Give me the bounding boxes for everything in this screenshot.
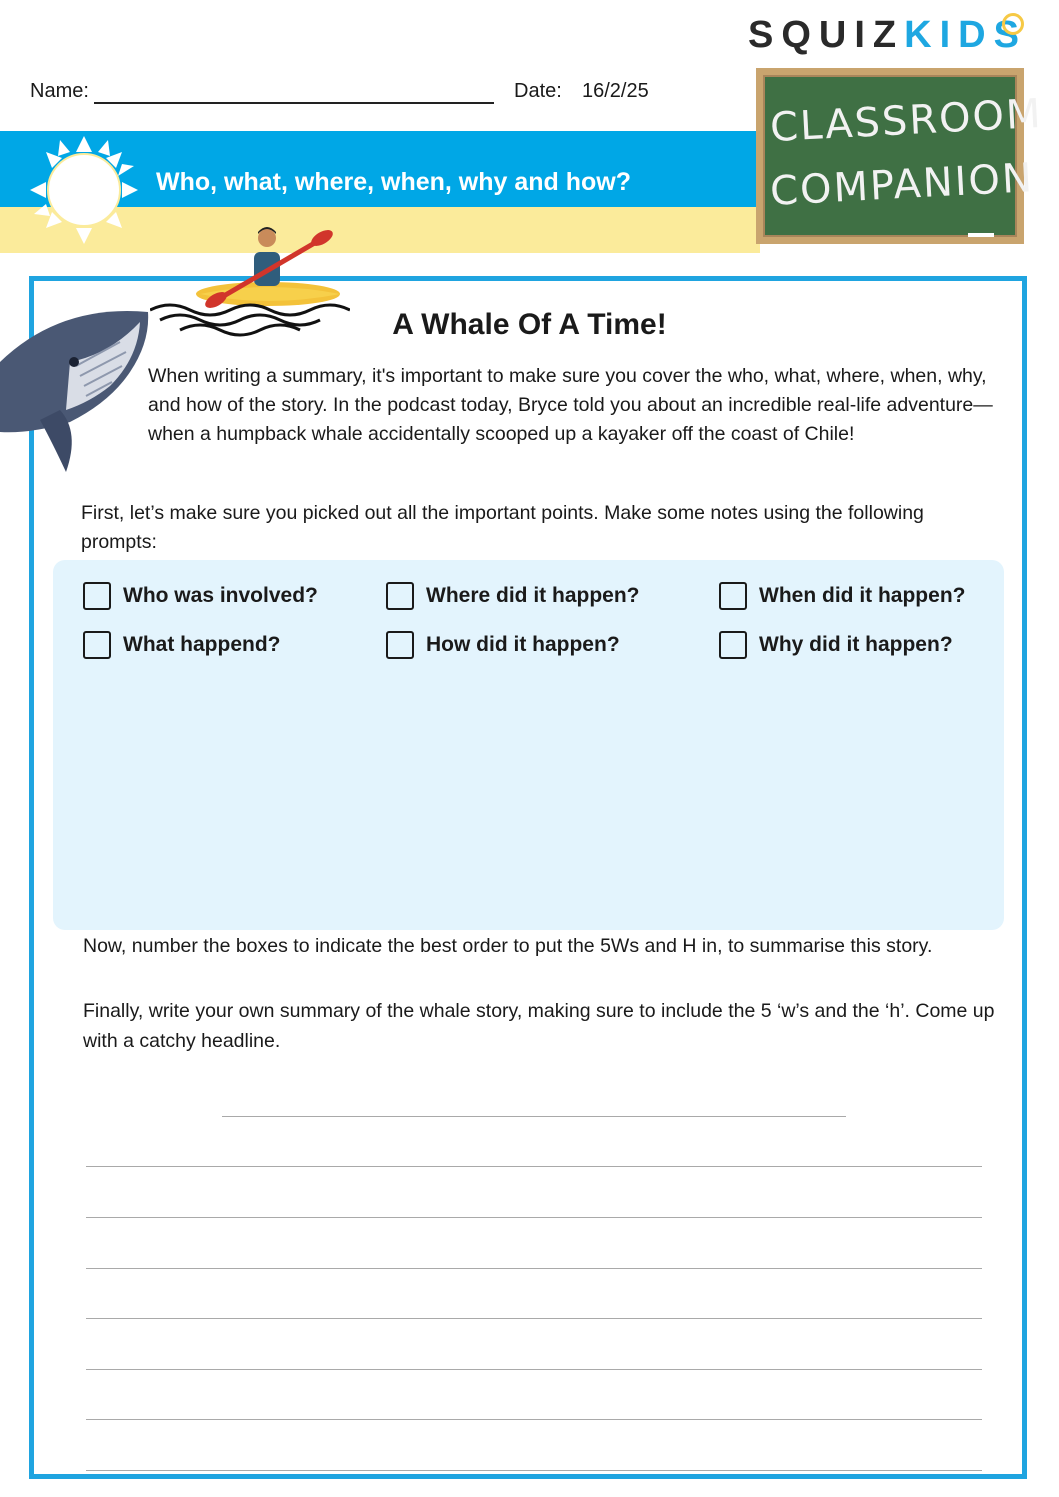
prompt-label: Where did it happen? xyxy=(426,584,640,607)
summary-writing-line[interactable] xyxy=(86,1268,982,1269)
squizkids-logo xyxy=(748,14,1027,57)
prompt-where xyxy=(386,580,640,612)
date-value: 16/2/25 xyxy=(582,80,649,102)
order-checkbox-where[interactable] xyxy=(386,582,414,610)
intro-paragraph: When writing a summary, it's important to make sure you cover the who, what, where, when, why, and how of the story. In the podcast today, Bryce told you about an incredible real-life adventure—when a humpback whale accidentally scooped up a kayaker off the coast of Chile! xyxy=(148,365,993,445)
summary-writing-line[interactable] xyxy=(86,1369,982,1370)
prompt-why xyxy=(719,629,953,661)
sun-icon xyxy=(26,132,142,248)
order-checkbox-when[interactable] xyxy=(719,582,747,610)
name-label: Name: xyxy=(30,80,89,102)
prompt-what xyxy=(83,629,280,661)
prompt-label: Why did it happen? xyxy=(759,633,953,656)
prompt-label: Who was involved? xyxy=(123,584,318,607)
instruction-summary: Finally, write your own summary of the whale story, making sure to include the 5 ‘w’s and the ‘h’. Come up with a catchy headline. xyxy=(83,1000,995,1052)
order-checkbox-what[interactable] xyxy=(83,631,111,659)
prompt-label: What happend? xyxy=(123,633,281,656)
instruction-order: Now, number the boxes to indicate the best order to put the 5Ws and H in, to summarise this story. xyxy=(83,935,933,957)
summary-writing-line[interactable] xyxy=(86,1166,982,1167)
prompt-how xyxy=(386,629,620,661)
summary-writing-line[interactable] xyxy=(86,1217,982,1218)
order-checkbox-why[interactable] xyxy=(719,631,747,659)
chalk-piece xyxy=(968,233,994,237)
instruction-notes: First, let’s make sure you picked out all the important points. Make some notes using the following prompts: xyxy=(81,502,924,553)
prompt-label: How did it happen? xyxy=(426,633,620,656)
chalkboard-text-line1: CLASSROOM xyxy=(768,90,1044,152)
worksheet-title-text: A Whale Of A Time! xyxy=(392,308,667,341)
order-checkbox-who[interactable] xyxy=(83,582,111,610)
order-checkbox-how[interactable] xyxy=(386,631,414,659)
logo-halo-icon xyxy=(1002,13,1024,35)
worksheet-title xyxy=(0,308,1059,342)
summary-writing-line[interactable] xyxy=(86,1419,982,1420)
chalkboard-text-line2: COMPANION xyxy=(768,155,1036,215)
name-input-line[interactable] xyxy=(94,102,494,104)
prompt-when xyxy=(719,580,965,612)
prompt-label: When did it happen? xyxy=(759,584,966,607)
summary-writing-line[interactable] xyxy=(86,1318,982,1319)
notes-panel[interactable] xyxy=(53,560,1004,930)
logo-part-kids: KIDS xyxy=(904,14,1027,56)
date-label: Date: xyxy=(514,80,562,102)
worksheet-subtitle: Who, what, where, when, why and how? xyxy=(156,168,632,196)
summary-writing-line[interactable] xyxy=(86,1470,982,1471)
headline-writing-line[interactable] xyxy=(222,1116,846,1117)
logo-part-squiz: SQUIZ xyxy=(748,14,905,56)
prompt-who xyxy=(83,580,318,612)
